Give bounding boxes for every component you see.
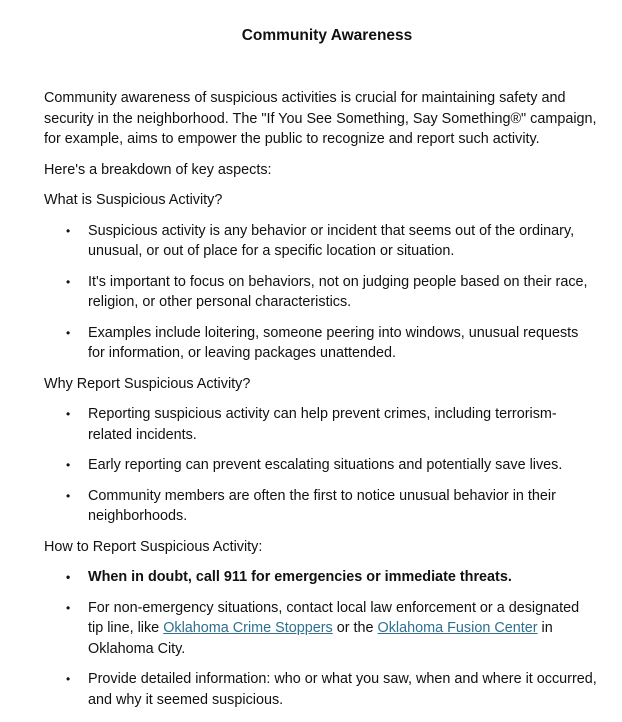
list-item-text: Examples include loitering, someone peering into windows, unusual requests for information, or leaving packages unattended.	[88, 324, 579, 361]
section-heading-what: What is Suspicious Activity?	[44, 192, 223, 208]
bullet-icon: •	[66, 458, 71, 472]
list-item-text: When in doubt, call 911 for emergencies or immediate threats.	[88, 569, 512, 585]
bullet-icon: •	[66, 274, 71, 289]
list-item	[44, 221, 598, 262]
list-what	[44, 221, 616, 364]
bullet-icon: •	[66, 570, 71, 584]
bullet-icon: •	[66, 407, 71, 421]
list-item-text: It's important to focus on behaviors, not on judging people based on their race, religion, or other personal characteristics.	[88, 273, 588, 310]
bullet-icon: •	[66, 223, 71, 238]
list-how	[44, 567, 616, 710]
list-item-text-after: in Oklahoma City.	[88, 620, 553, 657]
list-why	[44, 404, 616, 527]
list-item-text: Community members are often the first to notice unusual behavior in their neighborhoods.	[88, 487, 556, 524]
list-item	[44, 567, 598, 588]
list-item	[44, 598, 598, 660]
list-item	[44, 669, 598, 710]
bullet-icon: •	[66, 600, 71, 615]
page-title: Community Awareness	[241, 27, 413, 44]
section-heading-why: Why Report Suspicious Activity?	[44, 375, 251, 392]
section-heading-how: How to Report Suspicious Activity:	[44, 538, 263, 555]
list-item	[44, 323, 598, 364]
bullet-icon: •	[66, 488, 71, 503]
crime-stoppers-link[interactable]: Oklahoma Crime Stoppers	[163, 620, 333, 636]
list-item-text-middle: or the	[332, 620, 378, 636]
list-item-text: Suspicious activity is any behavior or incident that seems out of the ordinary, unusual, or out of place for a specific location or situation.	[88, 222, 575, 259]
list-item-text: Reporting suspicious activity can help prevent crimes, including terrorism-related incidents.	[88, 406, 557, 443]
list-item	[44, 486, 598, 527]
bullet-icon: •	[66, 672, 71, 686]
document-body	[44, 88, 616, 720]
list-item-text: Provide detailed information: who or what you saw, when and where it occurred, and why it seemed suspicious.	[88, 671, 597, 708]
list-item	[44, 272, 598, 313]
list-item-text: Early reporting can prevent escalating situations and potentially save lives.	[88, 457, 563, 473]
list-item	[44, 404, 598, 445]
list-item-text-before: For non-emergency situations, contact local law enforcement or a designated tip line, like	[88, 599, 580, 636]
list-item	[44, 455, 598, 476]
bullet-icon: •	[66, 325, 71, 340]
fusion-center-link[interactable]: Oklahoma Fusion Center	[377, 620, 538, 636]
intro-paragraph: Community awareness of suspicious activities is crucial for maintaining safety and security in the neighborhood. The "If You See Something, Say Something®" campaign, for example, aims to empower the public to recognize and report such activity.	[44, 90, 597, 147]
breakdown-paragraph: Here's a breakdown of key aspects:	[44, 161, 272, 178]
